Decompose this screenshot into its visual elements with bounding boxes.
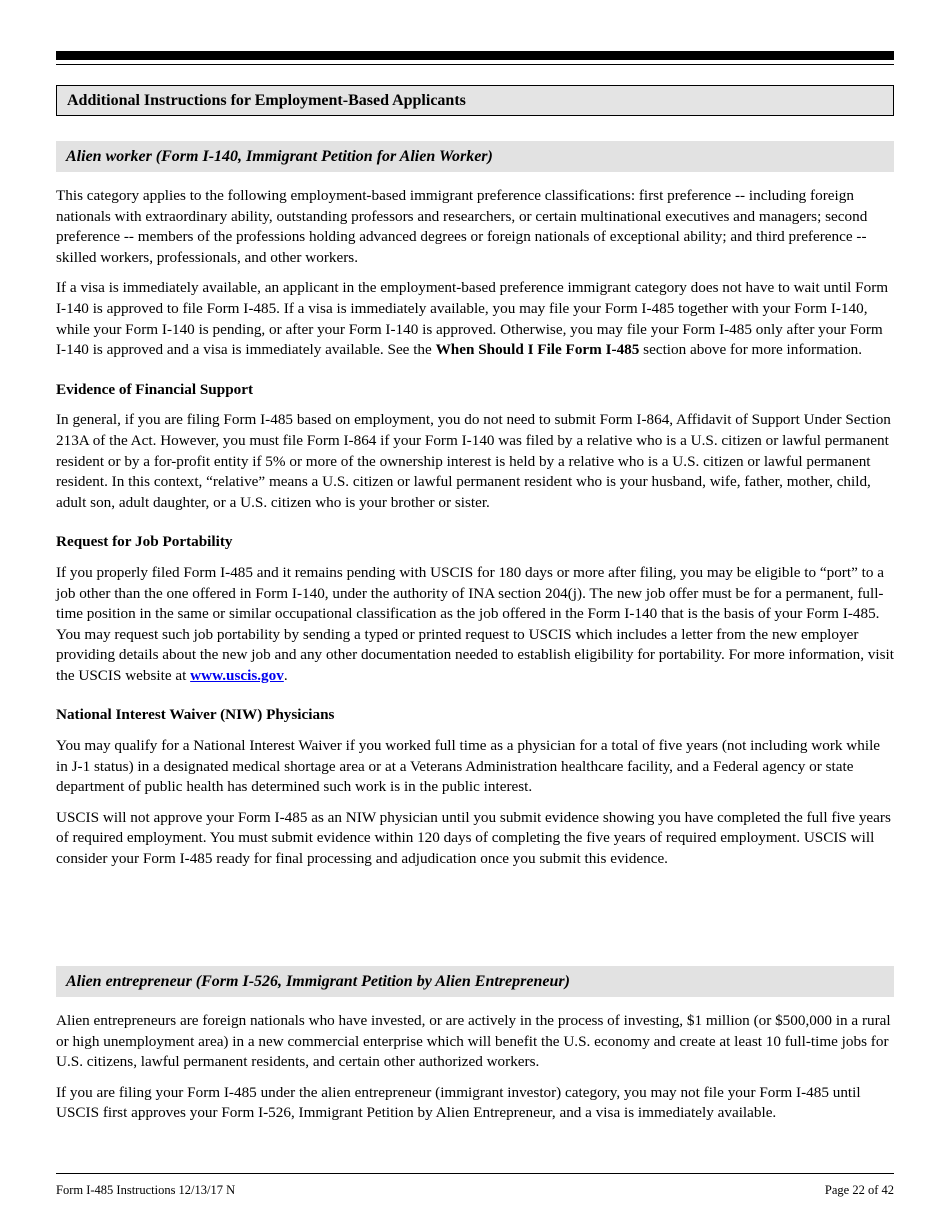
when-should-i-file-reference: When Should I File Form I-485 — [435, 341, 640, 359]
page-number: Page 22 of 42 — [824, 1183, 894, 1197]
main-section-header: Additional Instructions for Employment-Based Applicants — [56, 85, 894, 116]
top-rule-thick — [56, 51, 894, 60]
alien-worker-paragraph-1: This category applies to the following employment-based immigrant preference classifications: first preference -- including foreign nationals with extraordinary ability, outstanding professors and researchers, or certain multinational executives and managers; second preference -- members of the professions holding advanced degrees or foreign nationals of exceptional ability; and third preference -- skilled workers, professionals, and other workers. — [56, 187, 868, 266]
niw-physicians-paragraph-2: USCIS will not approve your Form I-485 as an NIW physician until you submit evidence showing you have completed the full five years of required employment. You must submit evidence within 120 days of completing the five years of required employment. USCIS will consider your Form I-485 ready for final processing and adjudication once you submit this evidence. — [56, 808, 891, 868]
uscis-website-link[interactable]: www.uscis.gov — [190, 666, 284, 684]
job-portability-text — [56, 563, 894, 687]
alien-entrepreneur-content — [56, 1011, 894, 1124]
job-portability-heading: Request for Job Portability — [56, 533, 233, 551]
paragraph-2-text-a: If a visa is immediately available, an applicant in the employment-based preference immigrant category does not have to wait until Form I-140 is approved to file Form I-485. If a visa is immediately available, you may file your Form I-485 together with your Form I-140, while your Form I-140 is pending, or after your Form I-140 is approved. Otherwise, you may file your Form I-485 only after your Form I-140 is approved and a visa is immediately available. See the — [56, 279, 889, 359]
alien-entrepreneur-paragraph-1: Alien entrepreneurs are foreign nationals who have invested, or are actively in the process of investing, $1 million (or $500,000 in a rural or high unemployment area) in a new commercial enterprise which will benefit the U.S. economy and create at least 10 full-time jobs for U.S. citizens, lawful permanent residents, and certain other authorized workers. — [56, 1012, 891, 1071]
alien-worker-header: Alien worker (Form I-140, Immigrant Petition for Alien Worker) — [56, 141, 894, 172]
form-edition-label: Form I-485 Instructions 12/13/17 N — [56, 1183, 236, 1197]
alien-entrepreneur-paragraph-2: If you are filing your Form I-485 under the alien entrepreneur (immigrant investor) category, you may not file your Form I-485 until USCIS first approves your Form I-526, Immigrant Petition by Alien Entrepreneur, and a visa is immediately available. — [56, 1083, 861, 1122]
alien-entrepreneur-header: Alien entrepreneur (Form I-526, Immigrant Petition by Alien Entrepreneur) — [56, 966, 894, 997]
niw-physicians-heading: National Interest Waiver (NIW) Physicians — [56, 706, 335, 724]
job-portability-text-b: . — [283, 666, 288, 684]
financial-support-heading: Evidence of Financial Support — [56, 380, 254, 398]
niw-physicians-paragraph-1: You may qualify for a National Interest Waiver if you worked full time as a physician for a total of five years (not including work while in J-1 status) in a designated medical shortage area or at a Veterans Administration healthcare facility, and a Federal agency or state department of public health has determined such work is in the public interest. — [56, 737, 881, 796]
footer-rule — [56, 1173, 894, 1174]
alien-worker-paragraph-2 — [56, 278, 894, 360]
paragraph-2-text-b: section above for more information. — [639, 341, 863, 359]
job-portability-text-a: If you properly filed Form I-485 and it remains pending with USCIS for 180 days or more after filing, you may be eligible to “port” to a job other than the one offered in Form I-140, under the authority of INA section 204(j). The new job offer must be for a permanent, full-time position in the same or similar occupational classification as the job offered in the Form I-140 that is the basis of your Form I-485. You may request such job portability by sending a typed or printed request to USCIS which includes a letter from the new employer providing details about the new job and any other documentation needed to establish eligibility for portability. For more information, visit the USCIS website at — [56, 563, 894, 684]
financial-support-text: In general, if you are filing Form I-485 based on employment, you do not need to submit Form I-864, Affidavit of Support Under Section 213A of the Act. However, you must file Form I-864 if your Form I-140 was filed by a relative who is a U.S. citizen or lawful permanent resident or by a for-profit entity if 5% or more of the ownership interest is held by a relative who is a U.S. citizen or lawful permanent resident. In this context, “relative” means a U.S. citizen or lawful permanent resident who is your husband, wife, father, mother, child, adult son, adult daughter, or a U.S. citizen who is your brother or sister. — [56, 411, 891, 511]
alien-worker-content — [56, 186, 894, 870]
top-rule-thin — [56, 64, 894, 65]
